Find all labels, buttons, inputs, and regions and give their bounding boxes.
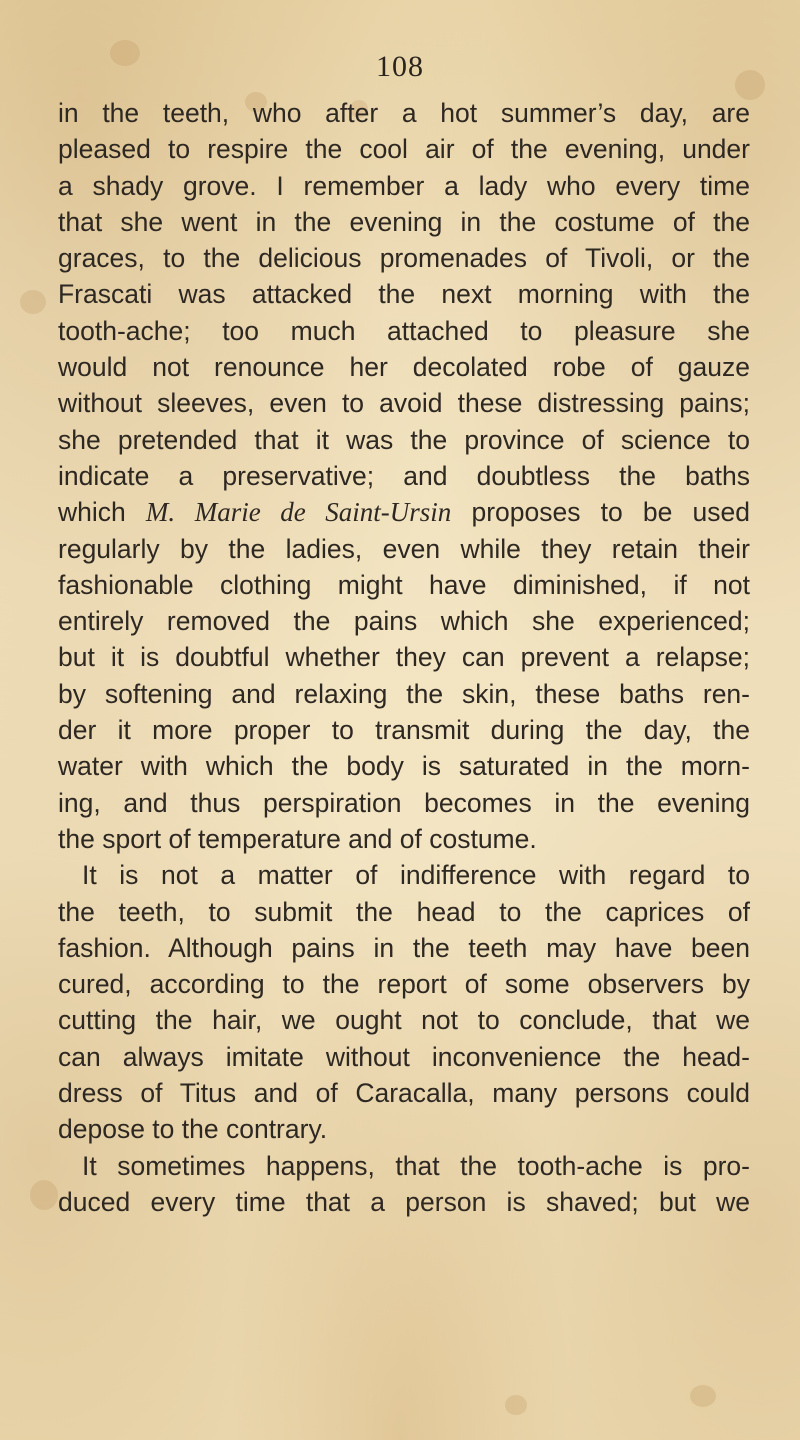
text-line: cutting the hair, we ought not to conclude, that we — [58, 1005, 750, 1036]
text-line: graces, to the delicious promenades of Tivoli, or the — [58, 243, 750, 274]
line-text-before: which — [58, 497, 146, 528]
paper-stain — [20, 290, 46, 314]
text-line: regularly by the ladies, even while they retain their — [58, 533, 750, 564]
text-line: water with which the body is saturated in the morn- — [58, 751, 750, 782]
line-text-after: proposes to be used — [451, 497, 750, 528]
text-line: in the teeth, who after a hot summer’s day, are — [58, 98, 750, 128]
text-line-with-italic — [58, 494, 750, 530]
text-line: pleased to respire the cool air of the evening, under — [58, 134, 750, 165]
body-text — [58, 95, 750, 1220]
text-line: that she went in the evening in the costume of the — [58, 206, 750, 237]
paragraph-end-line: the sport of temperature and of costume. — [58, 823, 537, 854]
paper-stain — [505, 1395, 527, 1415]
text-line: a shady grove. I remember a lady who every time — [58, 170, 750, 201]
italic-name: M. Marie de Saint-Ursin — [145, 497, 452, 528]
text-line: can always imitate without inconvenience the head- — [58, 1041, 750, 1072]
text-line: tooth-ache; too much attached to pleasure she — [58, 315, 750, 346]
text-line: entirely removed the pains which she experienced; — [58, 606, 750, 637]
text-line: indicate a preservative; and doubtless the baths — [58, 460, 750, 491]
text-line: by softening and relaxing the skin, these baths ren- — [58, 678, 750, 709]
page-number: 108 — [376, 50, 424, 83]
text-line: ing, and thus perspiration becomes in the evening — [58, 787, 750, 818]
paper-stain — [30, 1180, 58, 1210]
text-line: fashion. Although pains in the teeth may have been — [58, 932, 750, 963]
paragraph-start-line: It is not a matter of indifference with regard to — [82, 860, 750, 891]
text-line: der it more proper to transmit during the day, the — [58, 715, 750, 746]
paragraph-start-line: It sometimes happens, that the tooth-ache is pro- — [82, 1150, 750, 1181]
text-line: without sleeves, even to avoid these distressing pains; — [58, 388, 750, 419]
text-line: cured, according to the report of some observers by — [58, 969, 750, 1000]
text-line: duced every time that a person is shaved; but we — [58, 1186, 750, 1217]
paragraph-end-line: depose to the contrary. — [58, 1114, 328, 1145]
paper-stain — [690, 1385, 716, 1407]
text-line: would not renounce her decolated robe of gauze — [58, 352, 750, 383]
text-line: the teeth, to submit the head to the caprices of — [58, 896, 750, 927]
text-line: but it is doubtful whether they can prevent a relapse; — [58, 642, 750, 673]
text-line: fashionable clothing might have diminished, if not — [58, 569, 750, 600]
text-line: she pretended that it was the province of science to — [58, 424, 750, 455]
text-line: Frascati was attacked the next morning with the — [58, 279, 750, 310]
text-line: dress of Titus and of Caracalla, many persons could — [58, 1078, 750, 1109]
